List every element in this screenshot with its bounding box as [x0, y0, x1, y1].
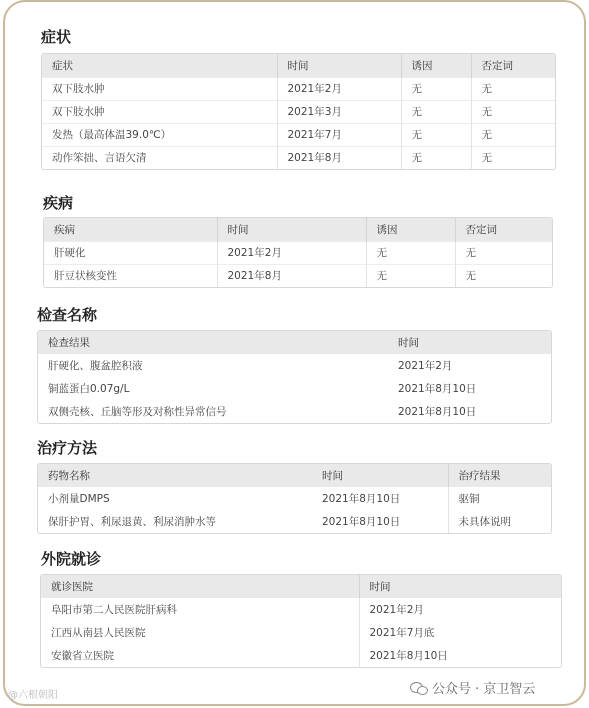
- table-row: [42, 123, 555, 146]
- table-cell: 肝豆状核变性: [44, 264, 217, 287]
- wechat-icon: [410, 681, 427, 694]
- table-row: [38, 400, 551, 423]
- table-cell: 无: [401, 123, 471, 146]
- table-row: [42, 146, 555, 169]
- table-cell: 发热（最高体温39.0℃）: [42, 123, 277, 146]
- table-cell: 铜蓝蛋白0.07g/L: [48, 383, 130, 395]
- column-header: 时间: [359, 575, 561, 598]
- table-cell: 2021年8月10日: [312, 510, 448, 533]
- table-header-row: [41, 575, 561, 598]
- diseases-table: [43, 217, 553, 288]
- section-title-diseases: 疾病: [43, 194, 74, 212]
- hospitals-table: [40, 574, 562, 668]
- column-header: 诱因: [401, 54, 471, 77]
- table-cell: 无: [401, 77, 471, 100]
- column-header: 症状: [42, 54, 277, 77]
- table-cell: 动作笨拙、言语欠清: [42, 146, 277, 169]
- table-cell: 安徽省立医院: [41, 644, 359, 667]
- column-header: 时间: [277, 54, 401, 77]
- section-title-symptoms: 症状: [41, 28, 72, 46]
- table-cell: 无: [366, 241, 455, 264]
- symptoms-table: [41, 53, 556, 170]
- table-row: [44, 241, 552, 264]
- table-header-row: [42, 54, 555, 77]
- table-row: [38, 354, 551, 377]
- table-row: [41, 598, 561, 621]
- table-cell: 无: [455, 241, 552, 264]
- column-header: 治疗结果: [448, 464, 551, 487]
- table-cell: 2021年8月: [217, 264, 366, 287]
- watermark-right: [410, 678, 535, 697]
- table-cell: 2021年8月: [277, 146, 401, 169]
- table-cell: 无: [401, 100, 471, 123]
- table-cell: 保肝护胃、利尿退黄、利尿消肿水等: [48, 516, 216, 528]
- table-cell: 肝硬化: [44, 241, 217, 264]
- table-cell: 2021年8月10日: [398, 406, 477, 418]
- table-row: [38, 377, 551, 400]
- section-title-hospitals: 外院就诊: [41, 550, 102, 568]
- column-header: 否定词: [455, 218, 552, 241]
- table-cell: 阜阳市第二人民医院肝病科: [41, 598, 359, 621]
- section-title-exams: 检查名称: [37, 306, 98, 324]
- table-cell: 2021年2月: [217, 241, 366, 264]
- table-row: [44, 264, 552, 287]
- watermark-left: @六根朝阳: [8, 690, 58, 701]
- table-cell: 双下肢水肿: [42, 100, 277, 123]
- column-header: 时间: [388, 331, 551, 354]
- table-cell: 驱铜: [458, 493, 480, 505]
- table-cell: 无: [455, 264, 552, 287]
- table-cell: 无: [471, 123, 555, 146]
- column-header: 时间: [312, 464, 448, 487]
- column-header: 诱因: [366, 218, 455, 241]
- table-row: [41, 621, 561, 644]
- column-header: 疾病: [44, 218, 217, 241]
- watermark-right-text: 公众号 · 京卫智云: [432, 682, 536, 697]
- table-cell: 2021年2月: [277, 77, 401, 100]
- table-cell: 小剂量DMPS: [48, 493, 110, 505]
- table-cell: 2021年8月10日: [369, 650, 448, 662]
- table-header-row: [38, 331, 551, 354]
- table-cell: 双侧壳核、丘脑等形及对称性异常信号: [48, 406, 227, 418]
- table-cell: 双下肢水肿: [42, 77, 277, 100]
- table-cell: 2021年8月10日: [398, 383, 477, 395]
- table-cell: 无: [366, 264, 455, 287]
- table-cell: 2021年8月10日: [312, 487, 448, 510]
- table-cell: 未具体说明: [458, 516, 511, 528]
- table-cell: 无: [471, 100, 555, 123]
- table-row: [38, 510, 551, 533]
- column-header: 时间: [217, 218, 366, 241]
- table-cell: 肝硬化、腹盆腔积液: [48, 360, 143, 372]
- table-cell: 无: [471, 146, 555, 169]
- table-header-row: [38, 464, 551, 487]
- table-header-row: [44, 218, 552, 241]
- section-title-treatment: 治疗方法: [37, 439, 98, 457]
- column-header: 否定词: [471, 54, 555, 77]
- table-row: [41, 644, 561, 667]
- table-cell: 无: [401, 146, 471, 169]
- treatment-table: [37, 463, 552, 534]
- exams-table: [37, 330, 552, 424]
- table-row: [38, 487, 551, 510]
- table-cell: 江西从南县人民医院: [41, 621, 359, 644]
- table-cell: 2021年2月: [369, 604, 424, 616]
- table-cell: 2021年3月: [277, 100, 401, 123]
- column-header: 就诊医院: [41, 575, 359, 598]
- column-header: 检查结果: [38, 331, 388, 354]
- table-cell: 2021年7月底: [369, 627, 435, 639]
- table-cell: 2021年2月: [398, 360, 453, 372]
- table-cell: 2021年7月: [277, 123, 401, 146]
- table-row: [42, 100, 555, 123]
- table-cell: 无: [471, 77, 555, 100]
- column-header: 药物名称: [38, 464, 312, 487]
- table-row: [42, 77, 555, 100]
